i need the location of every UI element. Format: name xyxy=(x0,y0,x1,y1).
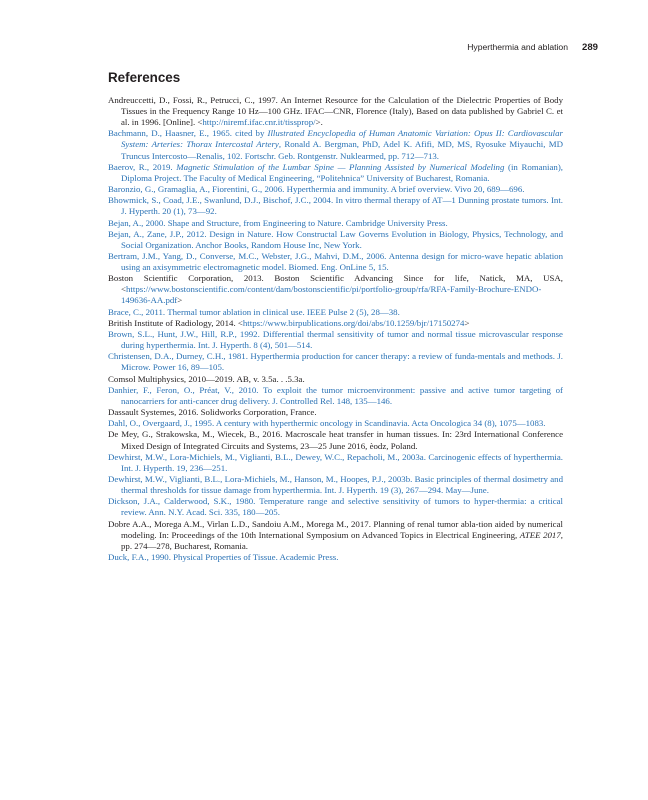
reference-italic-text: ATEE 2017 xyxy=(519,529,561,540)
reference-entry xyxy=(108,195,563,217)
reference-text: , pp. 274—278, Bucharest, Romania. xyxy=(121,529,563,551)
reference-entry xyxy=(108,351,563,373)
reference-text: Bejan, A., 2000. Shape and Structure, from Engineering to Nature. Cambridge University Press. xyxy=(108,217,448,228)
reference-text: Bhowmick, S., Coad, J.E., Swanlund, D.J., Bischof, J.C., 2004. In vitro thermal therapy of AT—1 Dunning prostate tumors. Int. J. Hyperth. 20 (1), 73—92. xyxy=(108,195,563,217)
reference-entry xyxy=(108,95,563,128)
reference-entry xyxy=(108,307,563,318)
reference-entry xyxy=(108,229,563,251)
reference-entry xyxy=(108,474,563,496)
reference-text: Baronzio, G., Gramaglia, A., Fiorentini, G., 2006. Hyperthermia and immunity. A brief overview. Vivo 20, 689—696. xyxy=(108,184,525,195)
reference-text: Comsol Multiphysics, 2010—2019. AB, v. 3.5a. . .5.3a. xyxy=(108,373,305,384)
reference-entry xyxy=(108,452,563,474)
reference-text: Dickson, J.A., Calderwood, S.K., 1980. Temperature range and selective sensitivity of tumors to hyper-thermia: a critical review. Ann. N.Y. Acad. Sci. 335, 180—205. xyxy=(108,496,563,518)
reference-entry xyxy=(108,418,563,429)
reference-text: >. xyxy=(315,117,323,128)
reference-url[interactable]: http://niremf.ifac.cnr.it/tissprop/ xyxy=(202,117,316,128)
reference-text: > xyxy=(177,295,183,306)
reference-text: Christensen, D.A., Durney, C.H., 1981. Hyperthermia production for cancer therapy: a review of funda-mentals and methods. J. Microw. Power 16, 89—105. xyxy=(108,351,563,373)
reference-text: Bejan, A., Zane, J.P., 2012. Design in Nature. How Constructal Law Governs Evolution in Biology, Physics, Technology, and Social Organization. Anchor Books, Random House Inc, New York. xyxy=(108,228,563,250)
reference-text: Dewhirst, M.W., Viglianti, B.L., Lora-Michiels, M., Hanson, M., Hoopes, P.J., 2003b. Basic principles of thermal dosimetry and thermal thresholds for tissue damage from hyperthermia. Int. J. Hyperth. 19 (3), 267—294. May—June. xyxy=(108,473,563,496)
reference-entry xyxy=(108,128,563,161)
reference-text: (in Romanian), Diploma Project. The Faculty of Medical Engineering, “Politehnica” University of Bucharest, Romania. xyxy=(121,161,563,183)
reference-entry xyxy=(108,496,563,518)
reference-entry xyxy=(108,318,563,329)
reference-text: Dassault Systemes, 2016. Solidworks Corporation, France. xyxy=(108,407,317,418)
reference-text: Brace, C., 2011. Thermal tumor ablation in clinical use. IEEE Pulse 2 (5), 28—38. xyxy=(108,306,400,317)
reference-list xyxy=(108,95,563,563)
reference-entry xyxy=(108,385,563,407)
reference-text: Dobre A.A., Morega A.M., Virlan L.D., Sandoiu A.M., Morega M., 2017. Planning of renal tumor abla-tion aided by numerical modeling. In: Proceedings of the 10th International Symposium on Advanced Topics in Electrical Engineering, xyxy=(108,518,563,540)
reference-entry xyxy=(108,552,563,563)
page-number: 289 xyxy=(581,42,598,53)
reference-text: Andreuccetti, D., Fossi, R., Petrucci, C., 1997. An Internet Resource for the Calculation of the Dielectric Properties of Body Tissues in the Frequency Range 10 Hz—100 GHz. IFAC—CNR, Florence (Italy), Based on data published by Gabriel C. et al. in 1996. [Online]. < xyxy=(108,95,563,128)
reference-entry xyxy=(108,218,563,229)
reference-entry xyxy=(108,407,563,418)
reference-entry xyxy=(108,429,563,451)
reference-text: Duck, F.A., 1990. Physical Properties of Tissue. Academic Press. xyxy=(108,551,339,562)
reference-entry xyxy=(108,519,563,552)
reference-italic-text: Illustrated Encyclopedia of Human Anatomic Variation: Opus II: Cardiovascular System: Arteries: Thorax Intercostal Artery xyxy=(121,128,563,150)
running-header xyxy=(467,42,598,53)
reference-text: De Mey, G., Strakowska, M., Wiecek, B., 2016. Macroscale heat transfer in human tissues. In: 23rd International Conference Mixed Design of Integrated Circuits and Systems, 23—25 June 2016, èodz, Poland. xyxy=(108,429,563,451)
reference-text: Bachmann, D., Haasner, E., 1965. cited by xyxy=(108,128,268,139)
reference-entry xyxy=(108,251,563,273)
reference-url[interactable]: https://www.birpublications.org/doi/abs/10.1259/bjr/17150274 xyxy=(242,317,465,328)
reference-text: Baerov, R., 2019. xyxy=(108,161,177,172)
reference-text: Dahl, O., Overgaard, J., 1995. A century with hyperthermic oncology in Scandinavia. Acta Oncologica 34 (8), 1075—1083. xyxy=(108,418,546,429)
reference-text: Boston Scientific Corporation, 2013. Boston Scientific Advancing Since for life, Natick, MA, USA, < xyxy=(108,273,563,295)
reference-text: British Institute of Radiology, 2014. < xyxy=(108,317,243,328)
reference-text: Dewhirst, M.W., Lora-Michiels, M., Viglianti, B.L., Dewey, W.C., Repacholi, M., 2003a. Carcinogenic effects of hyperthermia. Int. J. Hyperth. 19, 236—251. xyxy=(108,451,563,473)
section-title: References xyxy=(108,70,181,85)
reference-entry xyxy=(108,184,563,195)
reference-entry xyxy=(108,162,563,184)
reference-text: Bertram, J.M., Yang, D., Converse, M.C., Webster, J.G., Mahvi, D.M., 2006. Antenna design for micro-wave hepatic ablation using an axisymmetric electromagnetic model. Biomed. Eng. OnLine 5, 15. xyxy=(108,250,563,273)
reference-text: , Ronald A. Bergman, PhD, Adel K. Afifi, MD, MS, Ryosuke Miyauchi, MD Truncus Intercosto—Renalis, 102. Fortschr. Geb. Rontgenstr. Nuklearmed, pp. 712—713. xyxy=(121,139,563,161)
reference-text: > xyxy=(464,317,470,328)
reference-entry xyxy=(108,374,563,385)
reference-entry xyxy=(108,329,563,351)
reference-entry xyxy=(108,273,563,306)
running-title: Hyperthermia and ablation xyxy=(467,42,568,52)
reference-text: Danhier, F., Feron, O., Préat, V., 2010. To exploit the tumor microenvironment: passive and active tumor targeting of nanocarriers for anti-cancer drug delivery. J. Controlled Rel. 148, 135—146. xyxy=(108,384,563,406)
reference-url[interactable]: https://www.bostonscientific.com/content/dam/bostonscientific/pi/portfolio-group/rfa/RFA-Family-Brochure-ENDO-149636-AA.pdf xyxy=(121,284,542,306)
reference-text: Brown, S.L., Hunt, J.W., Hill, R.P., 1992. Differential thermal sensitivity of tumor and normal tissue microvascular response during hyperthermia. Int. J. Hyperth. 8 (4), 501—514. xyxy=(108,329,563,351)
reference-italic-text: Magnetic Stimulation of the Lumbar Spine — Planning Assisted by Numerical Modeling xyxy=(176,161,505,172)
